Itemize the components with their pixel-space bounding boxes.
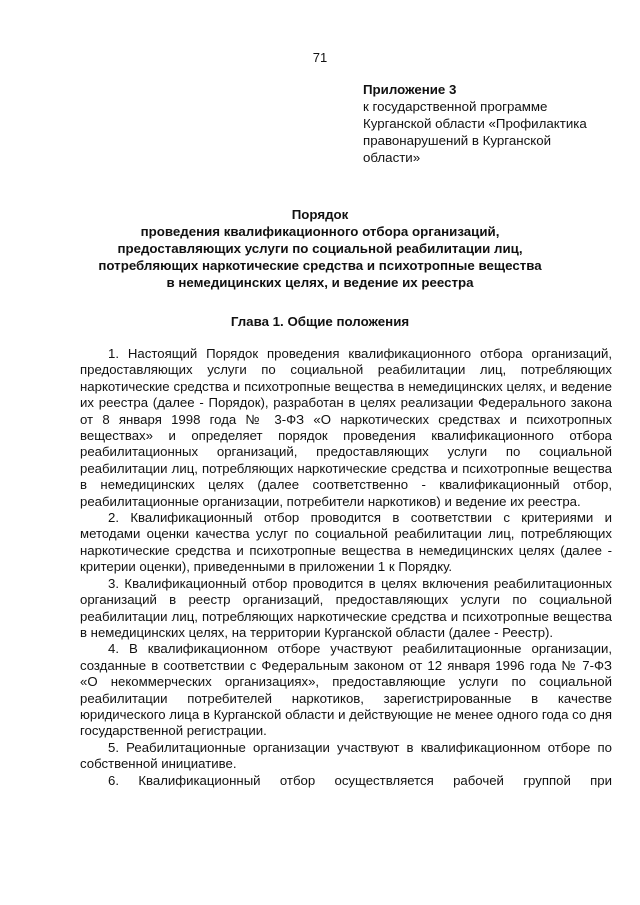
paragraph-3: 3. Квалификационный отбор проводится в целях включения реабилитационных организаций в реестр организаций, предоставляющих услуги по социальной реабилитации лиц, потребляющих наркотические средства и психотропные вещества в немедицинских целях, на территории Курганской области (далее - Реестр). [80, 575, 612, 640]
chapter-heading: Глава 1. Общие положения [230, 314, 410, 329]
paragraph-5: 5. Реабилитационные организации участвуют в квалификационном отборе по собственной инициативе. [80, 739, 612, 772]
appendix-block [363, 81, 613, 166]
title-line: Порядок [291, 207, 349, 222]
appendix-line: правонарушений в Курганской [363, 133, 552, 148]
body-text [80, 346, 612, 789]
title-line: потребляющих наркотические средства и психотропные вещества [98, 258, 542, 273]
appendix-line: к государственной программе [363, 99, 548, 114]
page-number: 71 [312, 50, 328, 65]
appendix-line: Курганской области «Профилактика [363, 116, 587, 131]
appendix-heading: Приложение 3 [363, 82, 457, 97]
document-title [60, 206, 580, 291]
paragraph-2: 2. Квалификационный отбор проводится в соответствии с критериями и методами оценки качества услуг по социальной реабилитации лиц, потребляющих наркотические средства и психотропные вещества в немедицинских целях (далее - критерии оценки), приведенными в приложении 1 к Порядку. [80, 510, 612, 575]
paragraph-6: 6. Квалификационный отбор осуществляется рабочей группой при [108, 772, 612, 788]
paragraph-4: 4. В квалификационном отборе участвуют реабилитационные организации, созданные в соответствии с Федеральным законом от 12 января 1996 года № 7-ФЗ «О некоммерческих организациях», предоставляющие услуги по социальной реабилитации потребителей наркотиков, зарегистрированные в качестве юридического лица в Курганской области и действующие не менее одного года со дня государственной регистрации. [80, 641, 612, 739]
title-line: проведения квалификационного отбора организаций, [140, 224, 500, 239]
appendix-line: области» [363, 150, 421, 165]
title-line: предоставляющих услуги по социальной реабилитации лиц, [117, 241, 523, 256]
paragraph-1: 1. Настоящий Порядок проведения квалификационного отбора организаций, предоставляющих услуги по социальной реабилитации лиц, потребляющих наркотические средства и психотропные вещества в немедицинских целях, и ведение их реестра (далее - Порядок), разработан в целях реализации Федерального закона от 8 января 1998 года № 3-ФЗ «О наркотических средствах и психотропных веществах» и определяет порядок проведения квалификационного отбора реабилитационных организаций, предоставляющих услуги по социальной реабилитации лиц, потребляющих наркотические средства и психотропные вещества в немедицинских целях (далее соответственно - квалификационный отбор, реабилитационные организации, потребители наркотиков) и ведение их реестра. [80, 346, 612, 509]
title-line: в немедицинских целях, и ведение их реестра [166, 275, 474, 290]
